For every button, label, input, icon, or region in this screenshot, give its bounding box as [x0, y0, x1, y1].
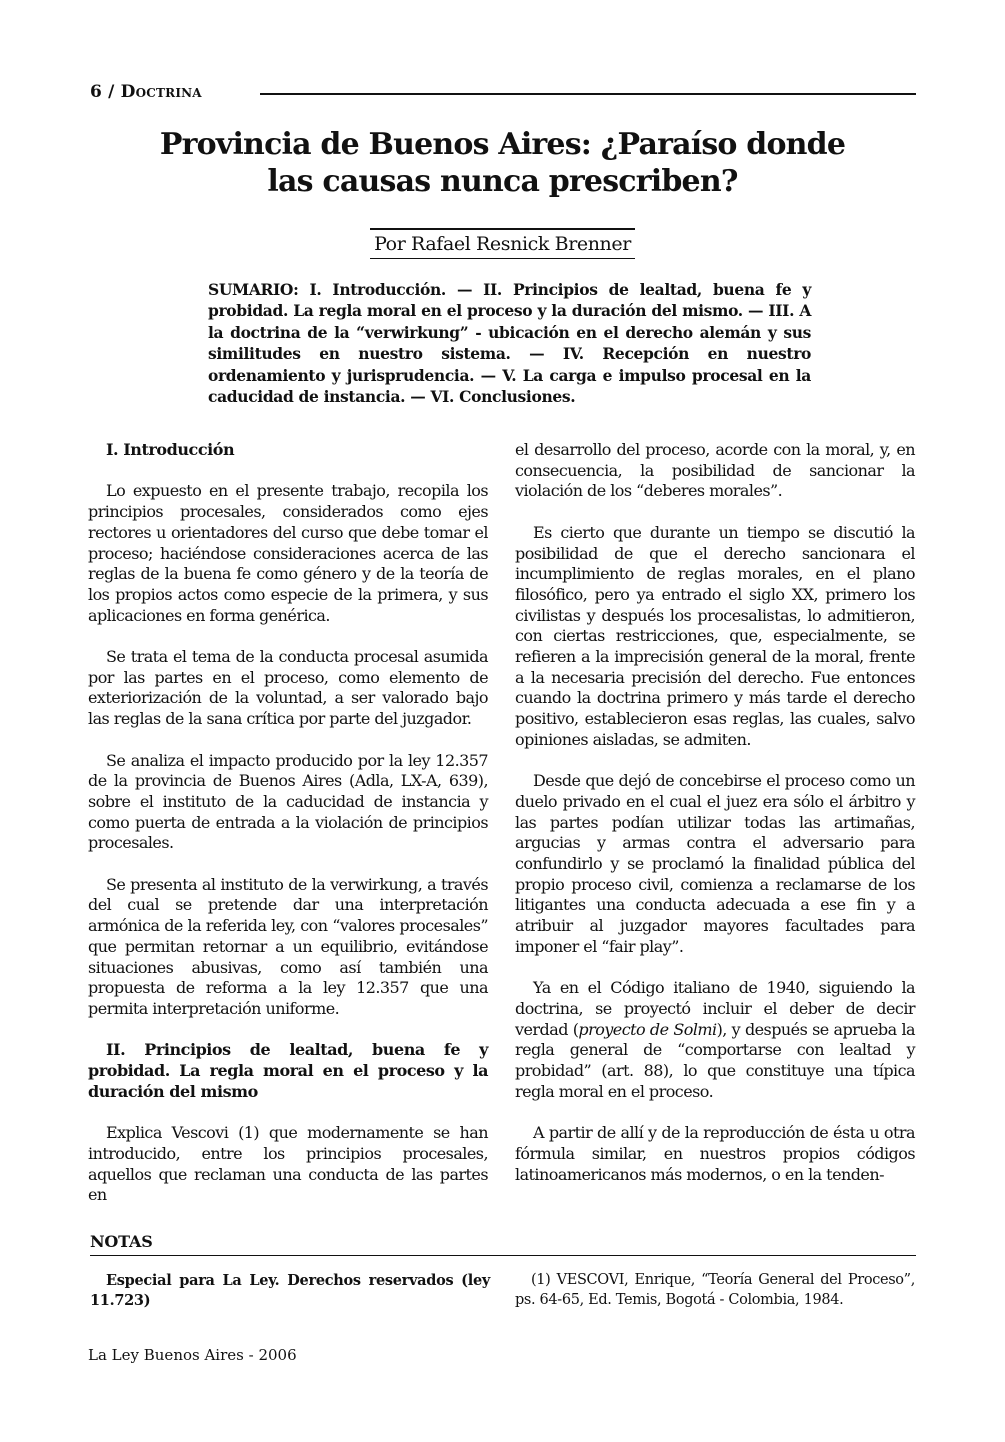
copyright-note: Especial para La Ley. Derechos reservados (ley 11.723) — [90, 1272, 490, 1309]
byline-bottom-rule — [370, 258, 635, 259]
section-heading-introduccion: I. Introducción — [106, 440, 235, 459]
author-byline: Por Rafael Resnick Brenner — [374, 233, 631, 255]
paragraph-continued: el desarrollo del proceso, acorde con la moral, y, en consecuencia, la posibilidad de sancionar la violación de los “deberes morales”. — [515, 440, 915, 501]
italic-reference: proyecto de Solmi — [578, 1019, 717, 1039]
notes-heading: NOTAS — [90, 1232, 153, 1251]
section-label: 6 / Doctrina — [90, 82, 202, 102]
paragraph-text: Ya en el Código italiano de 1940, siguiendo la doctrina, se proyectó incluir el deber de decir verdad ( — [515, 978, 915, 1039]
left-column — [88, 440, 488, 1206]
paragraph: Es cierto que durante un tiempo se discutió la posibilidad de que el derecho sancionara el incumplimiento de reglas morales, en el plano filosófico, pero ya entrado el siglo XX, primero los civilistas y después los procesalistas, lo admitieron, con ciertas restricciones, que, especialmente, se refieren a la imprecisión general de la moral, frente a la necesaria precisión del derecho. Fue entonces cuando la doctrina primero y más tarde el derecho positivo, establecieron esas reglas, las cuales, salvo opiniones aisladas, se admiten. — [515, 522, 915, 749]
paragraph — [515, 978, 915, 1102]
summary-abstract: SUMARIO: I. Introducción. — II. Principios de lealtad, buena fe y probidad. La regla moral en el proceso y la duración del mismo. — III. A la doctrina de la “verwirkung” - ubicación en el derecho alemán y sus similitudes en nuestro sistema. — IV. Recepción en nuestro ordenamiento y jurisprudencia. — V. La carga e impulso procesal en la caducidad de instancia. — VI. Conclusiones. — [208, 280, 811, 407]
paragraph-text: ), y después se aprueba la regla general de “comportarse con lealtad y probidad” (art. 88), lo que constituye una típica regla moral en el proceso. — [515, 1019, 915, 1101]
header-rule — [260, 93, 916, 95]
paragraph: Se presenta al instituto de la verwirkung, a través del cual se pretende dar una interpretación armónica de la referida ley, con “valores procesales” que permitan retornar a un equilibrio, evitándose situaciones abusivas, como así también una propuesta de reforma a la ley 12.357 que una permita interpretación uniforme. — [88, 874, 488, 1018]
right-column — [515, 440, 915, 1185]
section-heading-principios: II. Principios de lealtad, buena fe y probidad. La regla moral en el proceso y la duración del mismo — [88, 1040, 488, 1101]
paragraph: Se trata el tema de la conducta procesal asumida por las partes en el proceso, como elemento de exteriorización de la voluntad, a ser valorado bajo las reglas de la sana crítica por parte del juzgador. — [88, 647, 488, 729]
footnote-1: (1) VESCOVI, Enrique, “Teoría General del Proceso”, ps. 64-65, Ed. Temis, Bogotá - Colombia, 1984. — [515, 1272, 915, 1308]
paragraph: Desde que dejó de concebirse el proceso como un duelo privado en el cual el juez era sólo el árbitro y las partes podían utilizar todas las artimañas, argucias y armas contra el adversario para confundirlo y se proclamó la finalidad pública del propio proceso civil, comienza a reclamarse de los litigantes una conducta adecuada a ese fin y a atribuir al juzgador mayores facultades para imponer el “fair play”. — [515, 771, 915, 956]
page-header — [90, 82, 916, 108]
paragraph: Explica Vescovi (1) que modernamente se han introducido, entre los principios procesales, aquellos que reclaman una conducta de las partes en — [88, 1123, 488, 1205]
byline-block — [370, 228, 635, 259]
page-footer: La Ley Buenos Aires - 2006 — [88, 1346, 297, 1364]
paragraph: Se analiza el impacto producido por la ley 12.357 de la provincia de Buenos Aires (Adla, LX-A, 639), sobre el instituto de la caducidad de instancia y como puerta de entrada a la violación de principios procesales. — [88, 750, 488, 853]
paragraph: A partir de allí y de la reproducción de ésta u otra fórmula similar, en nuestros propios códigos latinoamericanos más modernos, o en la tenden- — [515, 1123, 915, 1184]
article-title: Provincia de Buenos Aires: ¿Paraíso donde las causas nunca prescriben? — [159, 127, 846, 199]
paragraph: Lo expuesto en el presente trabajo, recopila los principios procesales, considerados como ejes rectores u orientadores del curso que debe tomar el proceso; haciéndose consideraciones acerca de las reglas de la buena fe como género y de la teoría de los propios actos como especie de la primera, y sus aplicaciones en forma genérica. — [88, 481, 488, 625]
notes-rule — [90, 1255, 916, 1256]
